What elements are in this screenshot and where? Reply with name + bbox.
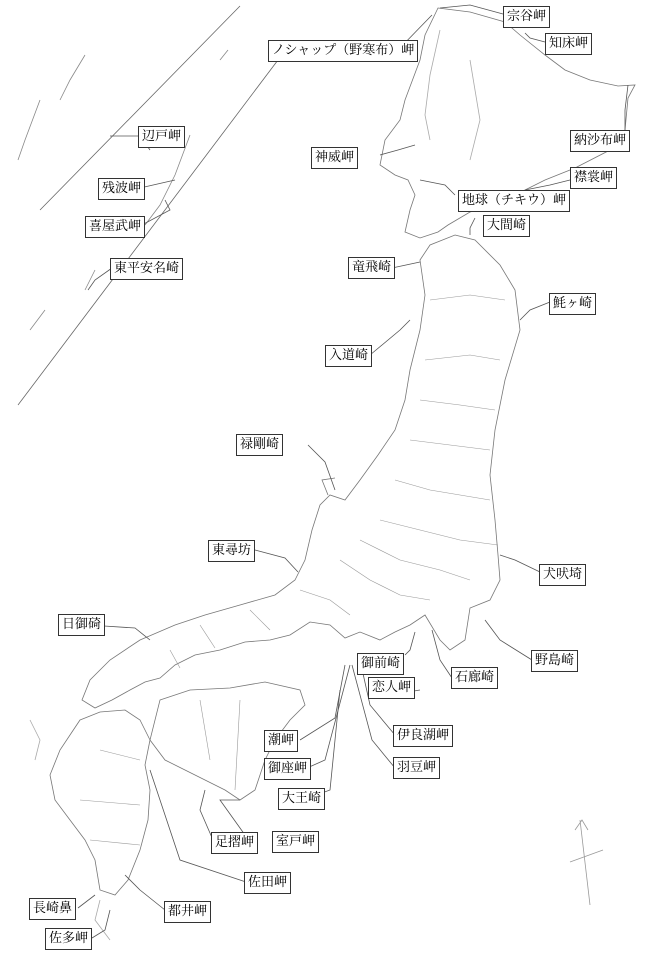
label-muroto: 室戸岬	[272, 831, 319, 853]
label-nosappu: 納沙布岬	[570, 130, 630, 152]
label-oma: 大間崎	[483, 215, 530, 237]
label-kyan: 喜屋武岬	[85, 216, 145, 238]
kyushu-outline	[50, 710, 150, 895]
label-sata: 佐田岬	[244, 872, 291, 894]
label-inubo: 犬吠埼	[539, 564, 586, 586]
north-arrow	[570, 820, 603, 905]
label-toi: 都井岬	[164, 901, 211, 923]
honshu-outline	[82, 235, 520, 708]
label-soya: 宗谷岬	[503, 6, 550, 28]
label-erimo: 襟裳岬	[570, 167, 617, 189]
label-kamui: 神威岬	[311, 147, 358, 169]
label-chikyu: 地球（チキウ）岬	[458, 190, 570, 212]
label-satamisaki: 佐多岬	[45, 928, 92, 950]
label-irozaki: 石廊崎	[451, 667, 498, 689]
label-todogasaki: 魹ヶ崎	[549, 293, 596, 315]
label-noshappu: ノシャップ（野寒布）岬	[268, 40, 418, 62]
label-nagasakibana: 長崎鼻	[29, 898, 76, 920]
label-hedo: 辺戸岬	[138, 126, 185, 148]
label-nyudo: 入道崎	[325, 345, 372, 367]
label-nojima: 野島崎	[531, 650, 578, 672]
label-goza: 御座岬	[264, 758, 311, 780]
label-hinomisaki: 日御碕	[58, 614, 105, 636]
label-higashihenna: 東平安名崎	[110, 258, 183, 280]
label-tojinbo: 東尋坊	[208, 540, 255, 562]
label-shio: 潮岬	[264, 730, 298, 752]
label-rokko: 禄剛崎	[236, 434, 283, 456]
label-omaezaki: 御前崎	[357, 653, 404, 675]
label-habu: 羽豆岬	[393, 757, 440, 779]
label-ashizuri: 足摺岬	[211, 832, 258, 854]
label-shiretoko: 知床岬	[545, 33, 592, 55]
label-zanpa: 残波岬	[98, 178, 145, 200]
label-tappi: 竜飛崎	[348, 257, 395, 279]
label-irago: 伊良湖岬	[393, 725, 453, 747]
label-daio: 大王崎	[278, 788, 325, 810]
label-koibito: 恋人岬	[368, 677, 415, 699]
